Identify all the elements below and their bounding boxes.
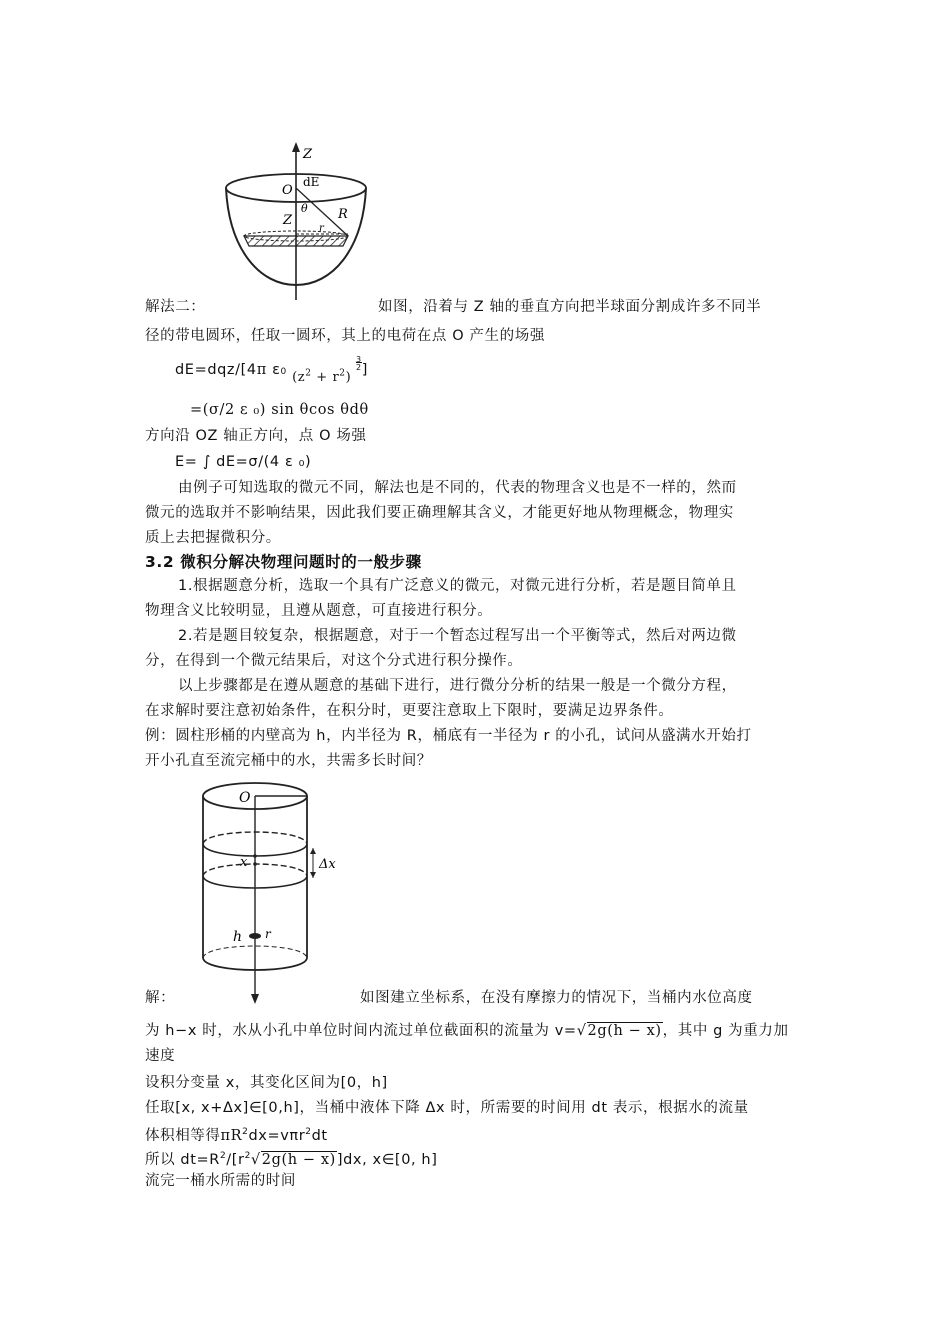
paragraph1-line2: 微元的选取并不影响结果，因此我们要正确理解其含义，才能更好地从物理概念，物理实 xyxy=(145,505,734,521)
axis-label-z: Z xyxy=(303,147,313,162)
cylinder-origin-label: O xyxy=(239,790,251,806)
cylinder-x-label: x xyxy=(240,855,248,870)
equation-de-result: =(σ/2 ε ₀) sin θcos θdθ xyxy=(190,402,369,418)
equation-de: dE=dqz/[4π ε0 $(z^2 + r^2) \frac{3}{2}$] xyxy=(175,355,368,385)
method2-line2: 径的带电圆环，任取一圆环，其上的电荷在点 O 产生的场强 xyxy=(145,328,545,344)
solution-line7: 所以 $dt=R^2/[r^2√2g(h - x)]dx$, x∈[0, h] xyxy=(145,1151,438,1168)
figure-hemisphere-diagram xyxy=(215,140,390,305)
direction-text: 方向沿 OZ 轴正方向，点 O 场强 xyxy=(145,428,367,444)
paragraph1-line1: 由例子可知选取的微元不同，解法也是不同的，代表的物理含义也是不一样的，然而 xyxy=(178,480,737,496)
de-label: dE xyxy=(303,175,320,189)
step1-line2: 物理含义比较明显，且遵从题意，可直接进行积分。 xyxy=(145,603,493,619)
step1-line1: 1.根据题意分析，选取一个具有广泛意义的微元，对微元进行分析，若是题目简单且 xyxy=(178,578,737,594)
section-heading: 3.2 微积分解决物理问题时的一般步骤 xyxy=(145,553,422,571)
step3-line1: 以上步骤都是在遵从题意的基础下进行，进行微分分析的结果一般是一个微分方程， xyxy=(178,678,737,694)
solution-line2: 为 h−x 时，水从小孔中单位时间内流过单位截面积的流量为 v=√2g(h − x)，其中 g 为重力加 xyxy=(145,1023,789,1039)
solution-label: 解： xyxy=(145,990,176,1006)
height-label: Z xyxy=(283,213,293,228)
step2-line1: 2.若是题目较复杂，根据题意，对于一个暂态过程写出一个平衡等式，然后对两边微 xyxy=(178,628,737,644)
origin-label: O xyxy=(282,183,293,198)
radius-big-label: R xyxy=(338,207,348,222)
solution-line8: 流完一桶水所需的时间 xyxy=(145,1173,296,1189)
figure-cylinder-diagram xyxy=(195,778,365,1006)
theta-label: θ xyxy=(301,202,308,215)
method2-label: 解法二： xyxy=(145,299,206,315)
example-line2: 开小孔直至流完桶中的水，共需多长时间？ xyxy=(145,753,432,769)
step2-line2: 分，在得到一个微元结果后，对这个分式进行积分操作。 xyxy=(145,653,523,669)
solution-line5: 任取[x, x+Δx]∈[0,h]，当桶中液体下降 Δx 时，所需要的时间用 dt 表示，根据水的流量 xyxy=(145,1100,749,1116)
equation-e: E= ∫ dE=σ/(4 ε ₀) xyxy=(175,454,312,470)
method2-text-right: 如图，沿着与 Z 轴的垂直方向把半球面分割成许多不同半 xyxy=(378,299,762,315)
solution-line3: 速度 xyxy=(145,1048,176,1064)
cylinder-h-label: h xyxy=(233,929,243,945)
cylinder-dx-label: Δx xyxy=(319,857,336,872)
example-line1: 例：圆柱形桶的内壁高为 h，内半径为 R，桶底有一半径为 r 的小孔，试问从盛满水开始打 xyxy=(145,728,752,744)
cylinder-r-label: r xyxy=(265,927,271,941)
radius-small-label: r xyxy=(319,223,324,234)
solution-text-right: 如图建立坐标系，在没有摩擦力的情况下，当桶内水位高度 xyxy=(360,990,753,1006)
paragraph1-line3: 质上去把握微积分。 xyxy=(145,530,281,546)
solution-line4: 设积分变量 x，其变化区间为[0，h] xyxy=(145,1075,388,1091)
step3-line2: 在求解时要注意初始条件，在积分时，更要注意取上下限时，要满足边界条件。 xyxy=(145,703,674,719)
solution-line6: 体积相等得$\pi R^2dx=v\pi r^2dt$ xyxy=(145,1127,328,1144)
